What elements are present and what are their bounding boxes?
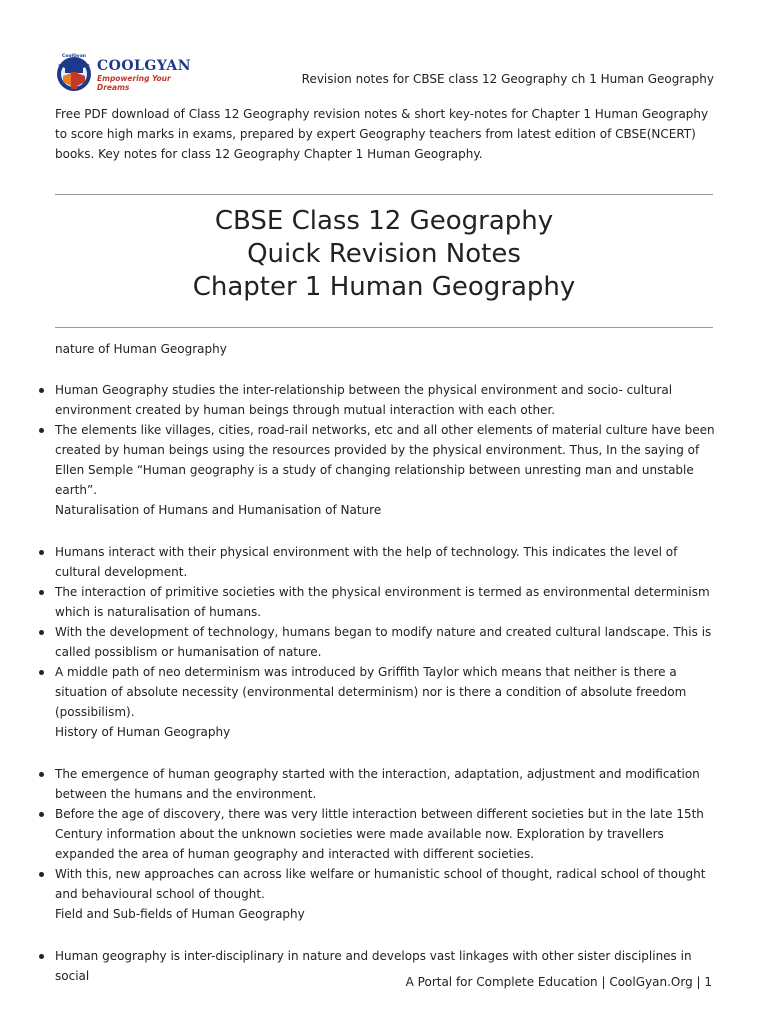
page-header (54, 52, 714, 96)
page-footer: A Portal for Complete Education | CoolGyan.Org | 1 (405, 975, 712, 989)
notes-content (55, 339, 717, 986)
logo-tagline: Empowering Your Dreams (97, 74, 171, 92)
graduation-cap-icon (54, 52, 94, 94)
list-item: The emergence of human geography started with the interaction, adaptation, adjustment and modification between the humans and the environment. (55, 764, 717, 804)
bullet-list (55, 542, 717, 722)
list-item: A middle path of neo determinism was introduced by Griffith Taylor which means that neither is there a situation of absolute necessity (environmental determinism) nor is there a condition of absolute freedom (possibilism). (55, 662, 717, 722)
title-line-3: Chapter 1 Human Geography (192, 272, 576, 302)
list-item: The interaction of primitive societies with the physical environment is termed as environmental determinism which is naturalisation of humans. (55, 582, 717, 622)
divider-top (55, 194, 713, 195)
section-heading: Naturalisation of Humans and Humanisation of Nature (55, 503, 382, 517)
page-title (55, 205, 713, 304)
logo-text: COOLGYAN (97, 58, 192, 74)
header-title: Revision notes for CBSE class 12 Geography ch 1 Human Geography (301, 72, 714, 86)
section-heading: History of Human Geography (55, 725, 231, 739)
list-item: Human geography is inter-disciplinary in nature and develops vast linkages with other sister disciplines in social (55, 946, 717, 986)
bullet-list (55, 764, 717, 904)
list-item: The elements like villages, cities, road-rail networks, etc and all other elements of material culture have been created by human beings using the resources provided by the physical environment. Thus, In the saying of Ellen Semple “Human geography is a study of changing relationship between unresting man and unstable earth”. (55, 420, 717, 500)
list-item: With this, new approaches can across like welfare or humanistic school of thought, radical school of thought and behavioural school of thought. (55, 864, 717, 904)
title-line-1: CBSE Class 12 Geography (214, 206, 554, 236)
title-line-2: Quick Revision Notes (247, 239, 521, 269)
list-item: Humans interact with their physical environment with the help of technology. This indicates the level of cultural development. (55, 542, 717, 582)
section-heading: nature of Human Geography (55, 342, 227, 356)
section-heading: Field and Sub-fields of Human Geography (55, 907, 305, 921)
list-item: Human Geography studies the inter-relationship between the physical environment and socio- cultural environment created by human beings through mutual interaction with each other. (55, 380, 717, 420)
divider-bottom (55, 327, 713, 328)
list-item: With the development of technology, humans began to modify nature and created cultural landscape. This is called possiblism or humanisation of nature. (55, 622, 717, 662)
coolgyan-logo[interactable] (54, 52, 194, 96)
bullet-list (55, 380, 717, 500)
list-item: Before the age of discovery, there was very little interaction between different societies but in the late 15th Century information about the unknown societies were made available now. Exploration by travellers expanded the area of human geography and interacted with different societies. (55, 804, 717, 864)
intro-paragraph: Free PDF download of Class 12 Geography revision notes & short key-notes for Chapter 1 Human Geography to score high marks in exams, prepared by expert Geography teachers from latest edition of CBSE(NCERT) books. Key notes for class 12 Geography Chapter 1 Human Geography. (55, 107, 709, 161)
logo-badge: CoolGyan (62, 54, 86, 59)
